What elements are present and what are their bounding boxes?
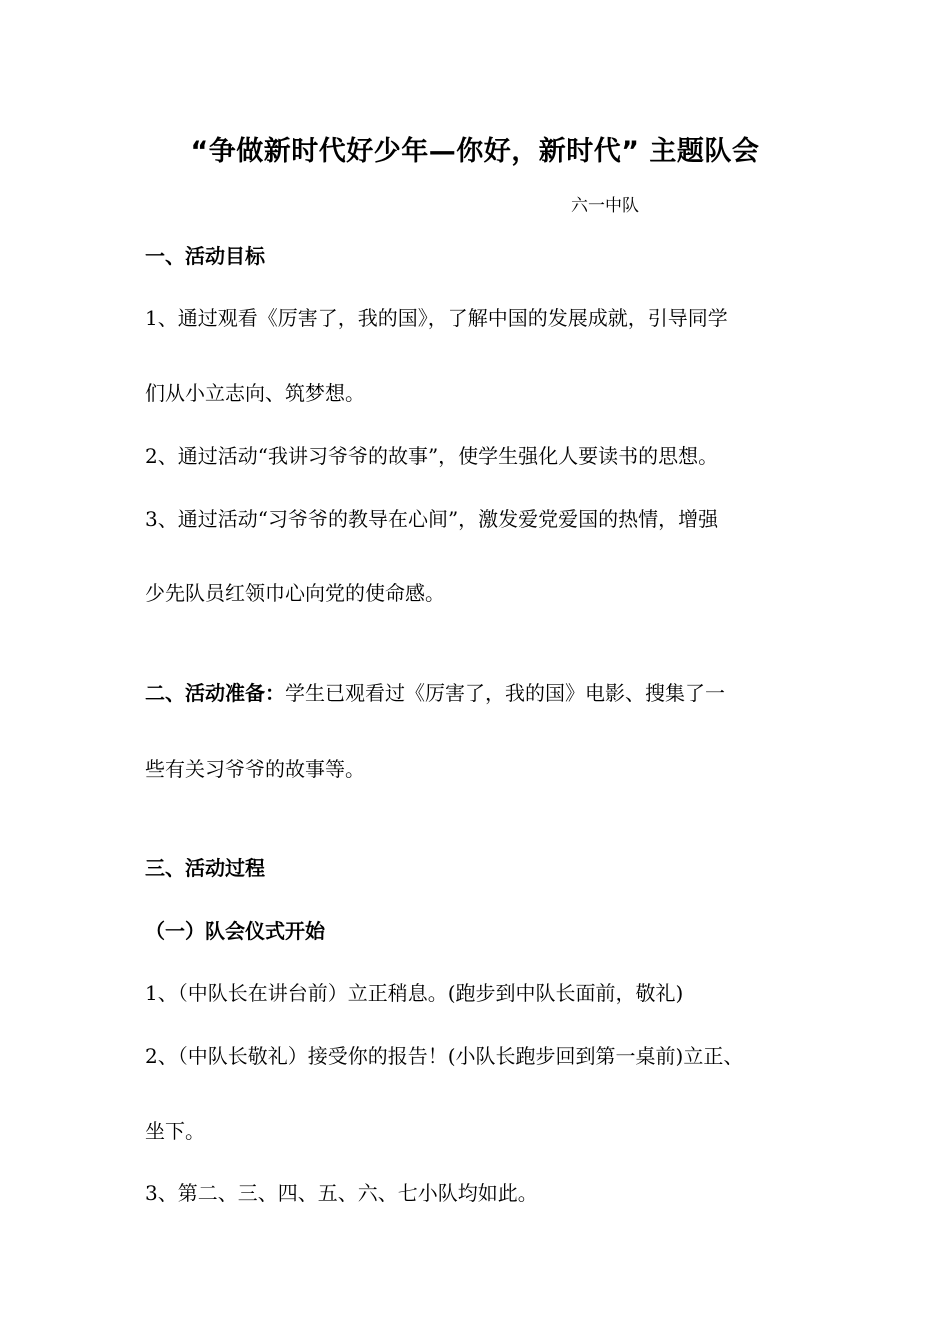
section1-item2: 2、通过活动“我讲习爷爷的故事”，使学生强化人要读书的思想。 — [145, 444, 719, 468]
section1-item3-line2: 少先队员红领巾心向党的使命感。 — [145, 581, 445, 605]
section3-item3: 3、第二、三、四、五、六、七小队均如此。 — [145, 1181, 538, 1205]
section3-subheading: （一）队会仪式开始 — [145, 919, 325, 943]
section2-text-line2: 些有关习爷爷的故事等。 — [145, 757, 365, 781]
section3-item1: 1、（中队长在讲台前）立正稍息。(跑步到中队长面前，敬礼) — [145, 981, 684, 1005]
document-title: “争做新时代好少年—你好，新时代” 主题队会 — [190, 136, 760, 167]
section2-heading: 二、活动准备： — [145, 681, 285, 705]
section3-item2-line1: 2、（中队长敬礼）接受你的报告！(小队长跑步回到第一桌前)立正、 — [145, 1044, 744, 1068]
section2-text-line1: 学生已观看过《厉害了，我的国》电影、搜集了一 — [285, 681, 725, 705]
section1-item1-line2: 们从小立志向、筑梦想。 — [145, 381, 365, 405]
document-author: 六一中队 — [571, 196, 639, 216]
section3-item2-line2: 坐下。 — [145, 1119, 205, 1143]
section2-paragraph-line1 — [145, 678, 725, 708]
section3-heading: 三、活动过程 — [145, 856, 265, 880]
section1-item1-line1: 1、通过观看《厉害了，我的国》，了解中国的发展成就，引导同学 — [145, 306, 728, 330]
section1-heading: 一、活动目标 — [145, 244, 265, 268]
section1-item3-line1: 3、通过活动“习爷爷的教导在心间”，激发爱党爱国的热情，增强 — [145, 507, 719, 531]
